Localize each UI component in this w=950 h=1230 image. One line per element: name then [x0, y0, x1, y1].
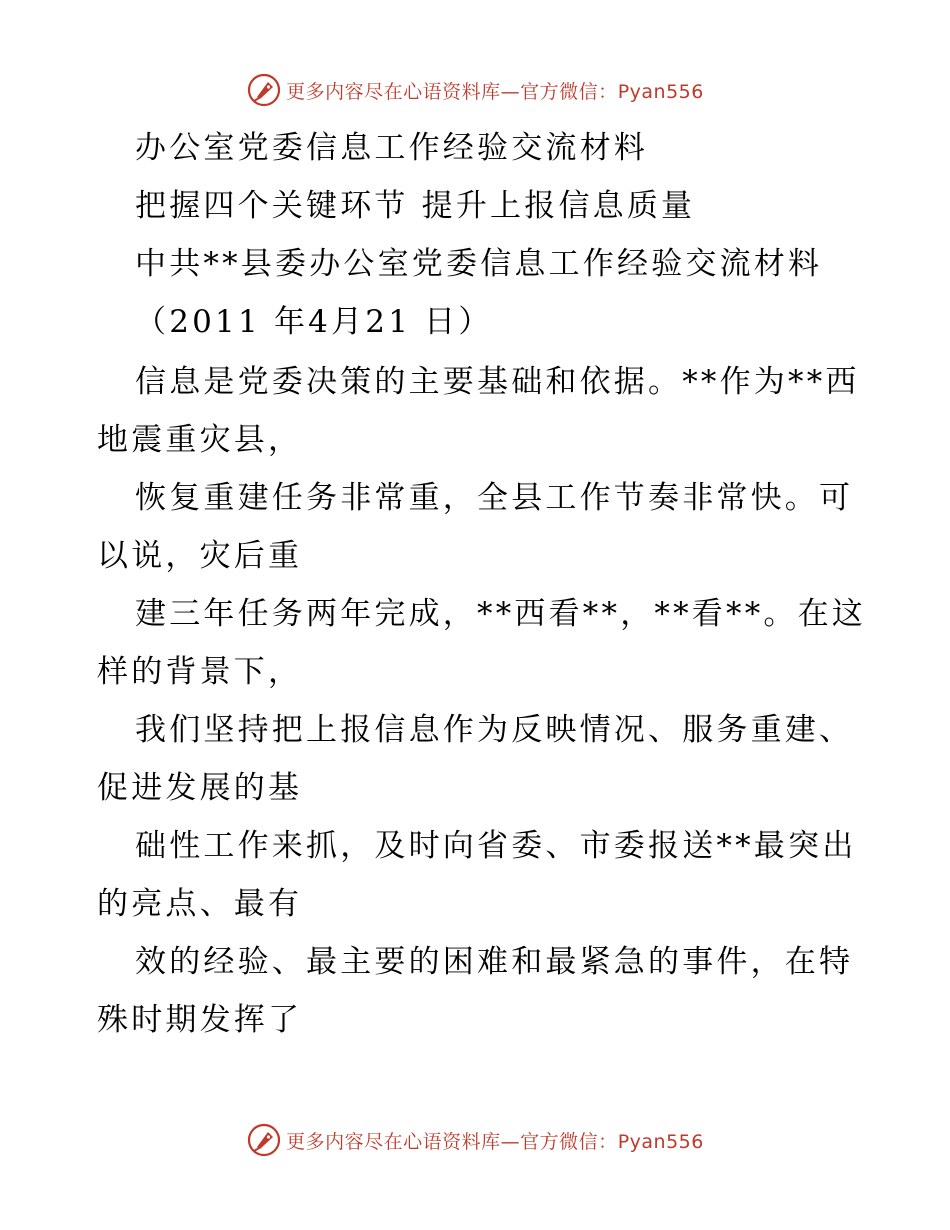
paragraph-line: 以说，灾后重: [97, 538, 303, 574]
watermark-separator: —: [500, 80, 521, 103]
footer-watermark: [0, 1120, 950, 1160]
paragraph-line: 我们坚持把上报信息作为反映情况、服务重建、: [135, 712, 854, 748]
doc-heading: 中共**县委办公室党委信息工作经验交流材料: [135, 246, 823, 282]
watermark-wechat-id: Pyan556: [617, 80, 704, 103]
doc-title: 办公室党委信息工作经验交流材料: [135, 130, 648, 166]
watermark-text: [286, 1127, 704, 1154]
watermark-separator: —: [500, 1130, 521, 1153]
watermark-site: 更多内容尽在心语资料库: [286, 1130, 501, 1153]
paragraph-line: 殊时期发挥了: [97, 1002, 303, 1038]
paragraph-line: 促进发展的基: [97, 770, 303, 806]
watermark-label: 官方微信：: [520, 1130, 618, 1153]
paragraph-line: 信息是党委决策的主要基础和依据。**作为**西: [135, 364, 860, 400]
paragraph-line: 础性工作来抓，及时向省委、市委报送**最突出: [135, 828, 857, 864]
header-watermark: [0, 70, 950, 110]
pen-nib-logo-icon: [246, 1122, 282, 1158]
watermark-wechat-id: Pyan556: [617, 1130, 704, 1153]
watermark-label: 官方微信：: [520, 80, 618, 103]
pen-nib-logo-icon: [246, 72, 282, 108]
watermark-text: [286, 77, 704, 104]
doc-subtitle: 把握四个关键环节 提升上报信息质量: [135, 188, 696, 224]
paragraph-line: 地震重灾县，: [97, 422, 303, 458]
paragraph-line: 恢复重建任务非常重，全县工作节奏非常快。可: [135, 480, 854, 516]
paragraph-line: 建三年任务两年完成，**西看**，**看**。在这: [135, 596, 866, 632]
paragraph-line: 的亮点、最有: [97, 886, 303, 922]
paragraph-line: 效的经验、最主要的困难和最紧急的事件，在特: [135, 944, 854, 980]
doc-date: （2011 年4月21 日）: [135, 304, 493, 340]
watermark-site: 更多内容尽在心语资料库: [286, 80, 501, 103]
paragraph-line: 样的背景下，: [97, 654, 303, 690]
